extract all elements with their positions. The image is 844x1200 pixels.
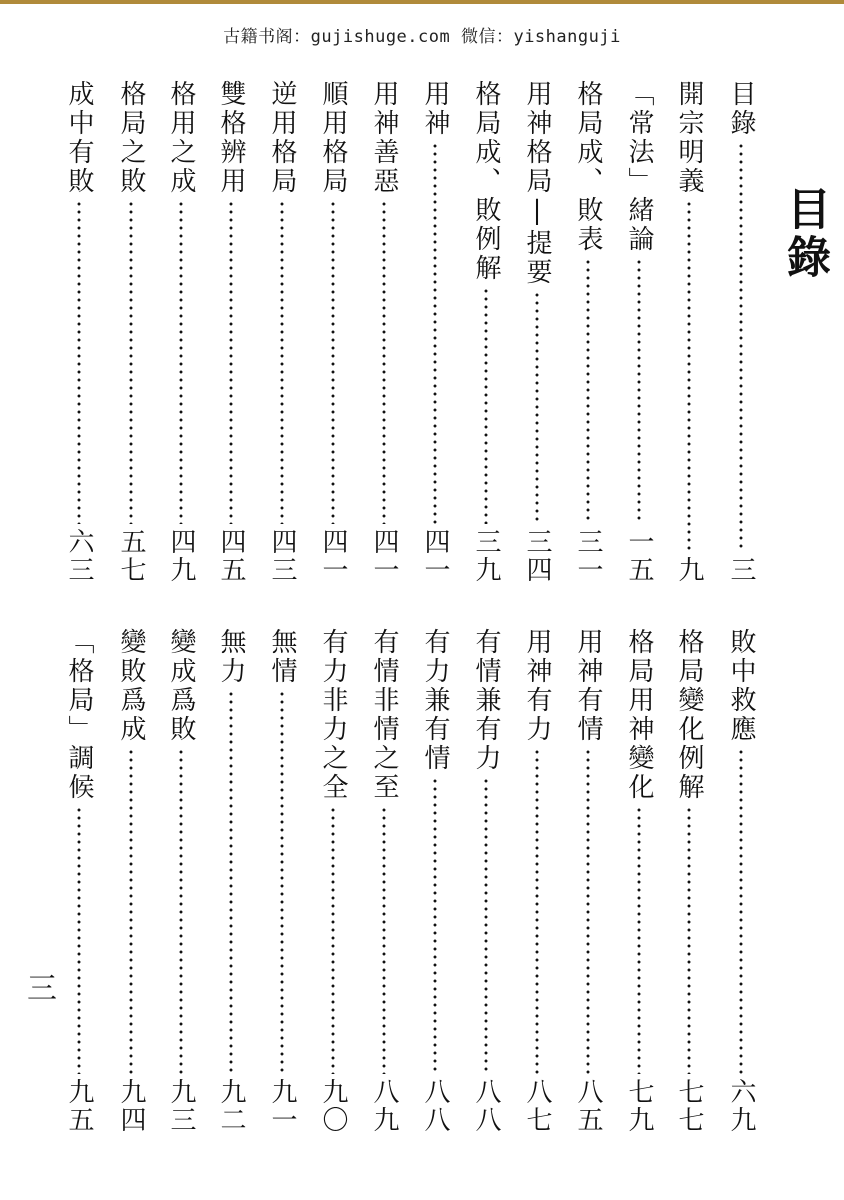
toc-entry-title: 順用格局: [318, 80, 348, 196]
toc-entry-title: 用神善惡: [369, 80, 399, 196]
toc-entry-title: 用神有情: [573, 628, 603, 744]
toc-entry-page: 七七: [674, 1078, 704, 1134]
toc-dot-leader: [637, 258, 641, 524]
toc-entry-title: 目錄: [726, 80, 756, 138]
toc-dot-leader: [535, 748, 539, 1074]
toc-entry: [216, 628, 246, 1134]
toc-entry-page: 一五: [624, 528, 654, 584]
toc-dot-leader: [687, 806, 691, 1074]
toc-entry: [471, 628, 501, 1134]
toc-entry: [318, 628, 348, 1134]
toc-entry-title: 用神: [420, 80, 450, 138]
toc-entry: [166, 628, 196, 1134]
toc-entry-page: 三一: [573, 528, 603, 584]
toc-entry-page: 八八: [420, 1078, 450, 1134]
toc-entry-title: 格局成、敗例解: [471, 80, 501, 283]
toc-dot-leader: [77, 806, 81, 1074]
toc-entry-page: 六九: [726, 1078, 756, 1134]
toc-entry-page: 三九: [471, 528, 501, 584]
toc-entry-page: 四一: [318, 528, 348, 584]
toc-dot-leader: [739, 748, 743, 1074]
toc-entry: [267, 80, 297, 584]
toc-dot-leader: [382, 200, 386, 524]
toc-dot-leader: [433, 142, 437, 524]
toc-dot-leader: [229, 200, 233, 524]
toc-entry: [471, 80, 501, 584]
toc-entry: [369, 80, 399, 584]
toc-entry-page: 八五: [573, 1078, 603, 1134]
toc-entry: [116, 628, 146, 1134]
toc-entry-page: 四三: [267, 528, 297, 584]
toc-dot-leader: [77, 200, 81, 524]
toc-entry: [64, 80, 94, 584]
toc-entry-page: 九: [674, 556, 704, 584]
toc-entry: [726, 80, 756, 584]
toc-dot-leader: [739, 142, 743, 552]
toc-entry-title: 無情: [267, 628, 297, 686]
toc-entry-page: 九一: [267, 1078, 297, 1134]
toc-entry: [674, 628, 704, 1134]
page-number: 三: [21, 972, 56, 1002]
toc-dot-leader: [129, 748, 133, 1074]
toc-entry-title: 「常法」緒論: [624, 80, 654, 254]
toc-entry-title: 成中有敗: [64, 80, 94, 196]
toc-entry-page: 三四: [522, 528, 552, 584]
toc-dot-leader: [484, 777, 488, 1074]
toc-entry-title: 用神有力: [522, 628, 552, 744]
toc-entry-page: 八九: [369, 1078, 399, 1134]
toc-entry-page: 四一: [369, 528, 399, 584]
page-title: 目錄: [779, 186, 830, 282]
toc-entry: [116, 80, 146, 584]
toc-entry-page: 九二: [216, 1078, 246, 1134]
toc-entry: [522, 628, 552, 1134]
toc-entry-title: 雙格辨用: [216, 80, 246, 196]
toc-entry-page: 八七: [522, 1078, 552, 1134]
toc-dot-leader: [535, 291, 539, 524]
toc-entry-page: 七九: [624, 1078, 654, 1134]
toc-entry-title: 變成爲敗: [166, 628, 196, 744]
toc-entry: [522, 80, 552, 584]
toc-entry: [573, 628, 603, 1134]
toc-entry: [216, 80, 246, 584]
toc-dot-leader: [637, 806, 641, 1074]
toc-entry-page: 八八: [471, 1078, 501, 1134]
toc-entry: [64, 628, 94, 1134]
toc-entry: [674, 80, 704, 584]
toc-dot-leader: [280, 200, 284, 524]
toc-entry: [573, 80, 603, 584]
toc-dot-leader: [179, 748, 183, 1074]
toc-entry: [420, 628, 450, 1134]
watermark: 古籍书阁：gujishuge.com 微信：yishanguji: [223, 27, 621, 47]
toc-entry: [267, 628, 297, 1134]
toc-entry-title: 敗中救應: [726, 628, 756, 744]
toc-entry-title: 有力兼有情: [420, 628, 450, 773]
toc-entry-page: 三: [726, 556, 756, 584]
toc-entry-page: 九三: [166, 1078, 196, 1134]
toc-entry-title: 格局成、敗表: [573, 80, 603, 254]
toc-entry-page: 五七: [116, 528, 146, 584]
toc-entry: [420, 80, 450, 584]
toc-entry-title: 有情非情之至: [369, 628, 399, 802]
toc-entry-page: 九五: [64, 1078, 94, 1134]
toc-entry: [624, 80, 654, 584]
toc-dot-leader: [382, 806, 386, 1074]
toc-entry-title: 格局變化例解: [674, 628, 704, 802]
toc-dot-leader: [331, 806, 335, 1074]
toc-entry-title: 無力: [216, 628, 246, 686]
toc-dot-leader: [586, 258, 590, 524]
toc-entry-page: 九四: [116, 1078, 146, 1134]
toc-dot-leader: [129, 200, 133, 524]
toc-entry-page: 九〇: [318, 1078, 348, 1134]
toc-dot-leader: [229, 690, 233, 1074]
toc-dot-leader: [280, 690, 284, 1074]
toc-entry-title: 開宗明義: [674, 80, 704, 196]
toc-entry: [624, 628, 654, 1134]
toc-entry-title: 格用之成: [166, 80, 196, 196]
toc-dot-leader: [433, 777, 437, 1074]
toc-entry: [726, 628, 756, 1134]
toc-entry-page: 四九: [166, 528, 196, 584]
toc-entry-title: 格局用神變化: [624, 628, 654, 802]
toc-dot-leader: [586, 748, 590, 1074]
toc-dot-leader: [687, 200, 691, 552]
toc-dot-leader: [331, 200, 335, 524]
toc-dot-leader: [484, 287, 488, 524]
toc-entry: [369, 628, 399, 1134]
top-border: [0, 0, 844, 4]
toc-dot-leader: [179, 200, 183, 524]
toc-entry-page: 四一: [420, 528, 450, 584]
toc-entry-title: 變敗爲成: [116, 628, 146, 744]
toc-entry-title: 有力非力之全: [318, 628, 348, 802]
toc-entry-title: 逆用格局: [267, 80, 297, 196]
toc-entry: [166, 80, 196, 584]
toc-entry-page: 六三: [64, 528, 94, 584]
toc-entry-title: 格局之敗: [116, 80, 146, 196]
toc-entry-title: 有情兼有力: [471, 628, 501, 773]
toc-entry-title: 「格局」調候: [64, 628, 94, 802]
toc-entry-title: 用神格局|提要: [522, 80, 552, 287]
toc-entry-page: 四五: [216, 528, 246, 584]
toc-entry: [318, 80, 348, 584]
